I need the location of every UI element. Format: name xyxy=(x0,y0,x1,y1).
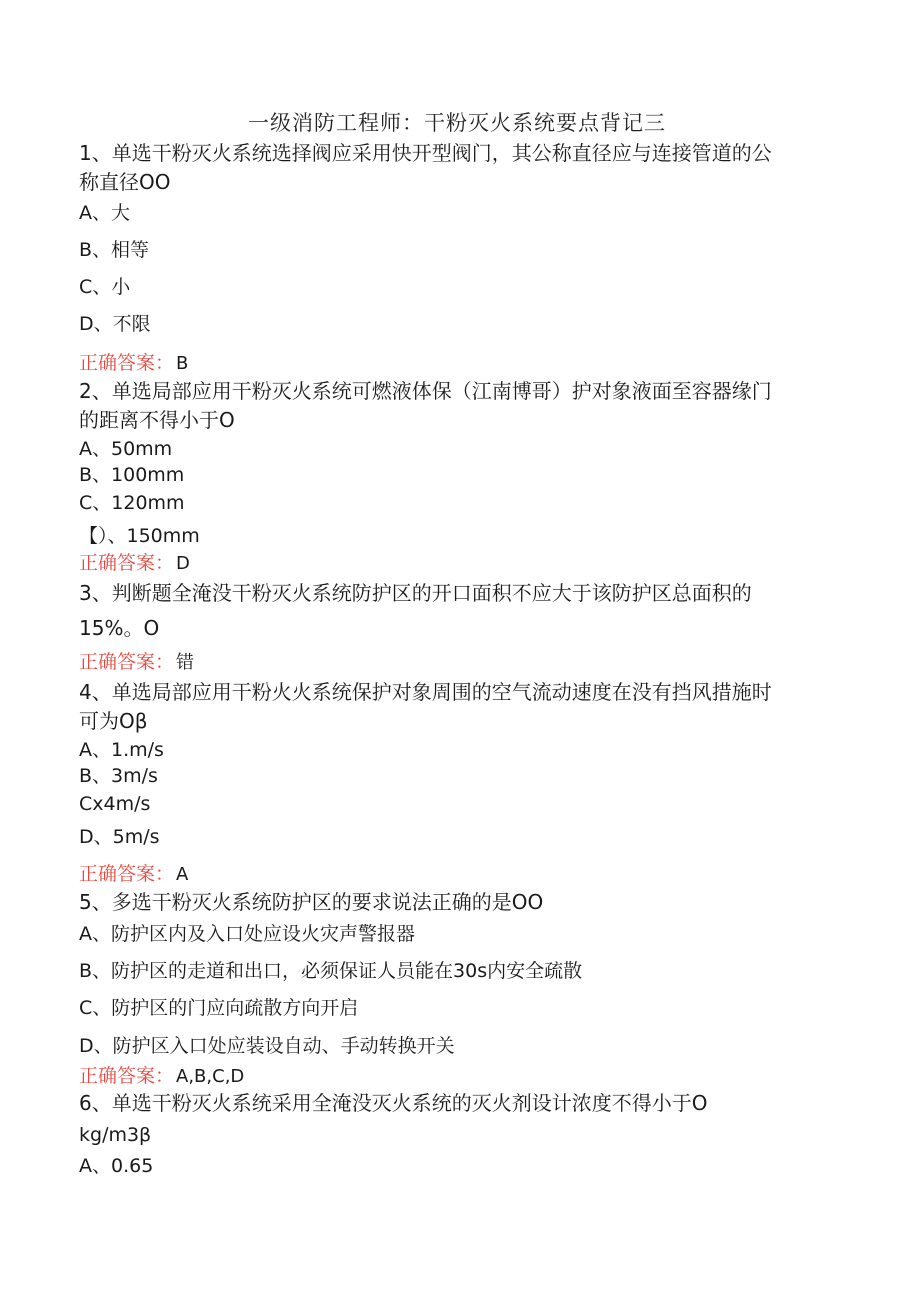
answer-label: 正确答案： xyxy=(79,651,175,673)
question-1-option-d: D、不限 xyxy=(79,313,151,335)
question-2-option-a: A、50mm xyxy=(79,438,173,460)
question-1-stem-line-2: 称直径OO xyxy=(79,170,171,194)
answer-value: B xyxy=(176,353,189,374)
question-5-answer xyxy=(79,1067,244,1086)
question-3-answer xyxy=(79,653,194,672)
question-2-option-d: 【）、150mm xyxy=(79,525,200,547)
question-6-stem-line-1: 6、单选干粉灭火系统采用全淹没灭火系统的灭火剂设计浓度不得小于O xyxy=(79,1091,708,1115)
question-4-option-d: D、5m∕s xyxy=(79,826,160,848)
question-5-option-b: B、防护区的走道和出口，必须保证人员能在30s内安全疏散 xyxy=(79,960,583,982)
question-5-option-d: D、防护区入口处应装设自动、手动转换开关 xyxy=(79,1035,455,1057)
question-1-option-b: B、相等 xyxy=(79,239,150,261)
question-5-stem-line-1: 5、多选干粉灭火系统防护区的要求说法正确的是OO xyxy=(79,890,544,914)
answer-value: D xyxy=(176,553,190,574)
question-4-stem-line-2: 可为Oβ xyxy=(79,709,148,733)
question-4-option-b: B、3m∕s xyxy=(79,765,158,787)
question-2-stem-line-2: 的距离不得小于O xyxy=(79,408,235,432)
question-3-stem-line-2: 15%。O xyxy=(79,616,160,640)
question-1-stem-line-1: 1、单选干粉灭火系统选择阀应采用快开型阀门，其公称直径应与连接管道的公 xyxy=(79,141,772,165)
question-2-option-c: C、120mm xyxy=(79,492,185,514)
question-4-option-c: Cx4m∕s xyxy=(79,793,151,815)
answer-label: 正确答案： xyxy=(79,552,175,574)
question-4-stem-line-1: 4、单选局部应用干粉火火系统保护对象周围的空气流动速度在没有挡风措施时 xyxy=(79,680,772,704)
answer-value: 错 xyxy=(176,652,195,673)
question-5-option-a: A、防护区内及入口处应设火灾声警报器 xyxy=(79,923,415,945)
question-6-stem-line-2: kg∕m3β xyxy=(79,1124,152,1146)
question-1-option-c: C、小 xyxy=(79,276,131,298)
question-1-answer xyxy=(79,354,188,373)
question-2-stem-line-1: 2、单选局部应用干粉灭火系统可燃液体保（江南博哥）护对象液面至容器缘门 xyxy=(79,379,772,403)
question-4-option-a: A、1.m∕s xyxy=(79,739,164,761)
question-2-answer xyxy=(79,554,190,573)
answer-label: 正确答案： xyxy=(79,1065,175,1087)
page-title: 一级消防工程师：干粉灭火系统要点背记三 xyxy=(248,111,666,135)
answer-label: 正确答案： xyxy=(79,863,175,885)
answer-value: A xyxy=(176,864,189,885)
question-5-option-c: C、防护区的门应向疏散方向开启 xyxy=(79,997,359,1019)
question-1-option-a: A、大 xyxy=(79,202,130,224)
question-3-stem-line-1: 3、判断题全淹没干粉灭火系统防护区的开口面积不应大于该防护区总面积的 xyxy=(79,581,752,605)
answer-value: A,B,C,D xyxy=(176,1066,245,1087)
answer-label: 正确答案： xyxy=(79,352,175,374)
question-2-option-b: B、100mm xyxy=(79,464,185,486)
question-4-answer xyxy=(79,865,188,884)
question-6-option-a: A、0.65 xyxy=(79,1155,154,1177)
